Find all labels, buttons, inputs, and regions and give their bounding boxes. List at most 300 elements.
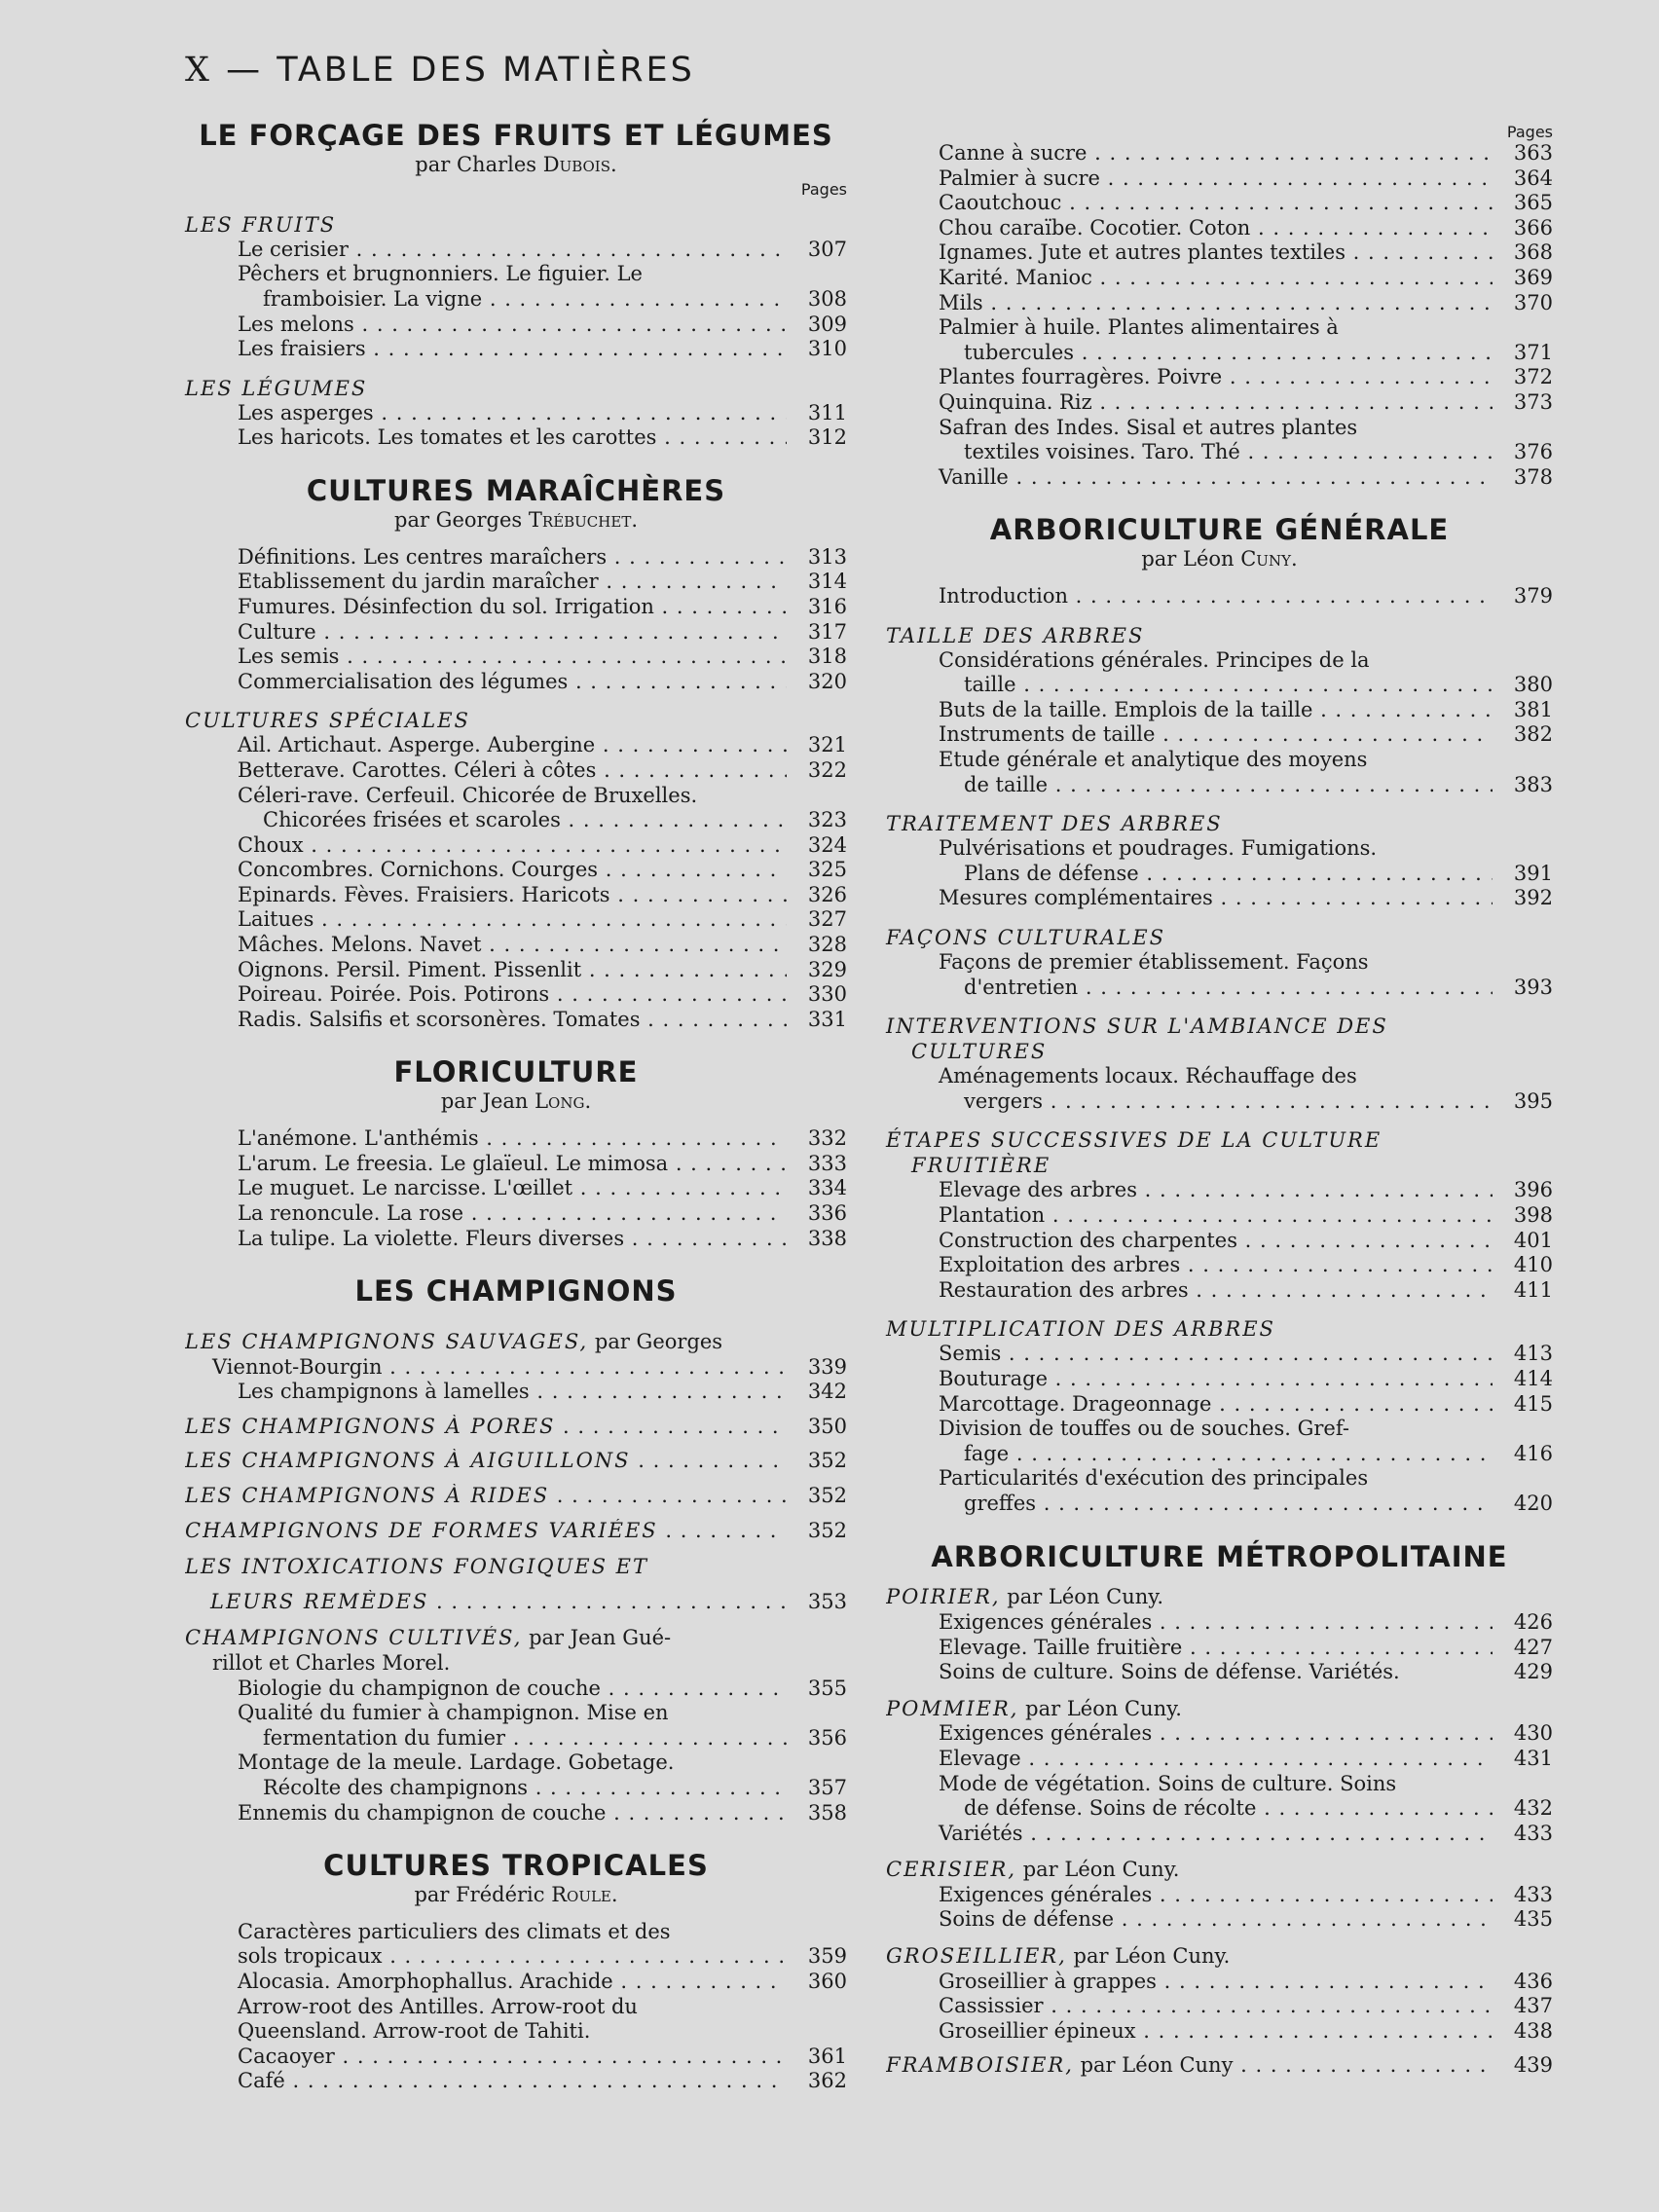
entry-text: de défense. Soins de récolte . . .	[886, 1796, 1493, 1822]
page-number: 373	[1513, 389, 1553, 414]
entry-text: L'anémone. L'anthémis . . .	[185, 1126, 787, 1152]
entry-text: Arrow-root des Antilles. Arrow-root du	[238, 1994, 638, 2018]
page-number: 396	[1513, 1178, 1553, 1202]
entry-text: Karité. Manioc . . .	[886, 266, 1493, 291]
entry-text	[185, 1626, 787, 1651]
toc-entry	[185, 337, 847, 362]
toc-entry	[185, 1380, 847, 1405]
entry-text: Elevage. Taille fruitière . . .	[886, 1636, 1493, 1661]
toc-entry	[886, 673, 1553, 698]
toc-entry	[886, 166, 1553, 192]
page-number: 378	[1513, 464, 1553, 489]
toc-entry	[185, 595, 847, 620]
page-number: 379	[1513, 584, 1553, 608]
entry-text: Elevage . . .	[886, 1747, 1493, 1772]
entry-author: par Léon Cuny	[1073, 2053, 1234, 2078]
page-number: 352	[807, 1449, 847, 1473]
entry-text: greffes . . .	[886, 1492, 1493, 1517]
page-number: 395	[1513, 1088, 1553, 1113]
author-name: Long.	[535, 1089, 592, 1114]
page-number: 328	[807, 933, 847, 957]
toc-entry	[886, 584, 1553, 609]
entry-text: Instruments de taille . . .	[886, 722, 1493, 748]
entry-text: de taille . . .	[886, 773, 1493, 798]
page-number: 321	[807, 733, 847, 757]
subsection-heading: LES CHAMPIGNONS SAUVAGES,	[185, 1330, 589, 1353]
toc-entry	[185, 2045, 847, 2070]
toc-entry	[185, 670, 847, 695]
page-number: 381	[1513, 697, 1553, 721]
toc-entry	[886, 1089, 1553, 1115]
subsection-heading: CERISIER,	[886, 1858, 1017, 1882]
entry-text: fermentation du fumier . . .	[185, 1726, 787, 1751]
toc-entry	[886, 315, 1553, 341]
page-number: 355	[807, 1676, 847, 1700]
entry-text: Cassissier . . .	[886, 1994, 1493, 2019]
entry-author: par Georges	[588, 1330, 723, 1353]
entry-text: Ail. Artichaut. Asperge. Aubergine . . .	[185, 733, 787, 758]
page-number: 392	[1513, 886, 1553, 910]
entry-text: Exigences générales . . .	[886, 1610, 1493, 1636]
entry-text: Mesures complémentaires . . .	[886, 886, 1493, 911]
section-author: par Charles Dubois.	[415, 152, 617, 176]
entry-author: par Léon Cuny.	[1000, 1585, 1164, 1609]
page-number: 310	[807, 337, 847, 361]
entry-text: Café . . .	[185, 2069, 787, 2094]
subsection-heading: TAILLE DES ARBRES	[886, 623, 1145, 647]
page-number: 326	[807, 882, 847, 906]
header-dash: —	[226, 51, 264, 90]
entry-text	[886, 1697, 1493, 1722]
entry-text: Façons de premier établissement. Façons	[939, 950, 1369, 975]
toc-entry	[886, 1203, 1553, 1229]
toc-entry	[185, 958, 847, 983]
subsection-heading: INTERVENTIONS SUR L'AMBIANCE DES	[886, 1014, 1388, 1039]
entry-text: Ignames. Jute et autres plantes textiles . . .	[886, 240, 1493, 266]
entry-text	[185, 1519, 787, 1544]
section-title: CULTURES TROPICALES	[323, 1849, 709, 1883]
entry-author: par Léon Cuny.	[1018, 1696, 1182, 1720]
toc-entry	[886, 1610, 1553, 1636]
entry-text: Plantes fourragères. Poivre . . .	[886, 365, 1493, 390]
toc-entry	[886, 416, 1553, 441]
subsection-heading: FAÇONS CULTURALES	[886, 926, 1165, 950]
entry-text: Etablissement du jardin maraîcher . . .	[185, 570, 787, 595]
entry-text: Palmier à sucre . . .	[886, 166, 1493, 192]
entry-text: Groseillier à grappes . . .	[886, 1970, 1493, 1995]
page-number: 435	[1513, 1907, 1553, 1932]
page-number: 437	[1513, 1994, 1553, 2018]
entry-text: Quinquina. Riz . . .	[886, 390, 1493, 416]
header-title: TABLE DES MATIÈRES	[276, 51, 695, 90]
page-number: 309	[807, 312, 847, 336]
entry-text: taille . . .	[886, 673, 1493, 698]
toc-entry	[886, 141, 1553, 166]
page-number: 426	[1513, 1609, 1553, 1634]
toc-entry	[185, 1751, 847, 1776]
page-number: 410	[1513, 1253, 1553, 1277]
toc-entry	[185, 1176, 847, 1201]
page-number: 332	[807, 1126, 847, 1151]
toc-entry	[886, 1492, 1553, 1517]
toc-entry	[886, 976, 1553, 1001]
subsection-heading: LES CHAMPIGNONS À PORES	[185, 1414, 556, 1438]
entry-text: Considérations générales. Principes de la	[939, 647, 1370, 672]
page-number: 371	[1513, 340, 1553, 364]
page-number: 350	[807, 1414, 847, 1438]
subsection-heading: MULTIPLICATION DES ARBRES	[886, 1317, 1275, 1342]
page-number: 366	[1513, 215, 1553, 240]
author-name: Roule.	[551, 1882, 618, 1906]
page-number: 352	[807, 1518, 847, 1542]
page-number: 433	[1513, 1821, 1553, 1845]
entry-author: par Léon Cuny.	[1066, 1944, 1231, 1969]
toc-entry	[185, 262, 847, 287]
page-number: 401	[1513, 1228, 1553, 1252]
entry-text: Variétés . . .	[886, 1822, 1493, 1847]
toc-entry	[185, 758, 847, 784]
toc-entry	[886, 191, 1553, 216]
entry-text: Le cerisier . . .	[185, 238, 787, 263]
page-number: 436	[1513, 1969, 1553, 1993]
page-number: 338	[807, 1226, 847, 1250]
toc-entry	[185, 401, 847, 426]
page-number: 415	[1513, 1391, 1553, 1416]
entry-text: Safran des Indes. Sisal et autres plantes	[939, 415, 1358, 439]
toc-entry	[185, 313, 847, 338]
page-number: 307	[807, 237, 847, 261]
entry-text: Chicorées frisées et scaroles . . .	[185, 808, 787, 833]
toc-entry	[185, 858, 847, 883]
toc-entry	[185, 733, 847, 758]
toc-entry	[886, 291, 1553, 316]
toc-entry	[886, 240, 1553, 266]
subsection-heading: FRUITIÈRE	[911, 1154, 1051, 1178]
toc-entry	[886, 1442, 1553, 1467]
entry-text: Soins de défense . . .	[886, 1907, 1493, 1933]
section-title: ARBORICULTURE MÉTROPOLITAINE	[931, 1539, 1508, 1573]
entry-text	[886, 2053, 1493, 2079]
toc-entry	[886, 2053, 1553, 2079]
page-number: 353	[807, 1589, 847, 1613]
toc-entry	[886, 1907, 1553, 1933]
toc-entry	[886, 748, 1553, 773]
toc-entry	[886, 365, 1553, 390]
entry-text: vergers . . .	[886, 1089, 1493, 1115]
entry-text: Queensland. Arrow-root de Tahiti.	[238, 2019, 591, 2044]
toc-entry	[185, 1970, 847, 1995]
entry-text: Exigences générales . . .	[886, 1721, 1493, 1747]
section-author: par Georges Trébuchet.	[394, 507, 638, 532]
page-number: 382	[1513, 722, 1553, 747]
page-number: 339	[807, 1354, 847, 1379]
pages-label: Pages	[800, 179, 847, 199]
page-number: 438	[1513, 2018, 1553, 2043]
toc-entry	[185, 982, 847, 1008]
page-number: 322	[807, 757, 847, 782]
entry-text: Oignons. Persil. Piment. Pissenlit . . .	[185, 958, 787, 983]
toc-entry	[185, 1415, 847, 1440]
entry-text: Semis . . .	[886, 1342, 1493, 1367]
toc-entry	[185, 907, 847, 933]
entry-text: Les fraisiers . . .	[185, 337, 787, 362]
page-number: 314	[807, 570, 847, 594]
subsection-heading: CHAMPIGNONS CULTIVÉS,	[185, 1626, 523, 1650]
section-author: par Frédéric Roule.	[414, 1882, 618, 1906]
page-number: 380	[1513, 673, 1553, 697]
entry-text: Etude générale et analytique des moyens	[939, 748, 1368, 772]
toc-entry	[886, 862, 1553, 887]
subsection-heading: POIRIER,	[886, 1585, 1001, 1609]
toc-entry	[886, 1970, 1553, 1995]
toc-entry	[886, 2019, 1553, 2045]
entry-text: tubercules . . .	[886, 341, 1493, 366]
toc-entry	[185, 545, 847, 571]
subsection-heading: CULTURES SPÉCIALES	[185, 709, 470, 733]
toc-entry	[886, 1883, 1553, 1908]
toc-entry	[185, 2069, 847, 2094]
entry-text: Canne à sucre . . .	[886, 141, 1493, 166]
entry-text: Betterave. Carottes. Céleri à côtes . . .	[185, 758, 787, 784]
section-title: FLORICULTURE	[393, 1055, 639, 1089]
toc-entry	[886, 1636, 1553, 1661]
page-number: 333	[807, 1151, 847, 1175]
entry-text: Pêchers et brugnonniers. Le figuier. Le	[238, 262, 643, 286]
toc-entry	[886, 1858, 1553, 1883]
entry-text: Mode de végétation. Soins de culture. Soins	[939, 1771, 1397, 1795]
entry-text: Ennemis du champignon de couche . . .	[185, 1801, 787, 1826]
toc-entry	[185, 1677, 847, 1702]
toc-entry	[886, 1278, 1553, 1304]
toc-entry	[886, 1944, 1553, 1970]
toc-entry	[185, 933, 847, 958]
page-number: 393	[1513, 975, 1553, 999]
entry-text: L'arum. Le freesia. Le glaïeul. Le mimosa . . .	[185, 1152, 787, 1177]
page-number: 431	[1513, 1746, 1553, 1770]
page-number: 361	[807, 2044, 847, 2068]
toc-entry	[185, 1726, 847, 1751]
entry-text: Qualité du fumier à champignon. Mise en	[238, 1701, 669, 1725]
subsection-heading: LES LÉGUMES	[185, 376, 368, 400]
toc-entry	[185, 1227, 847, 1252]
entry-text: Fumures. Désinfection du sol. Irrigation . . .	[185, 595, 787, 620]
page-number: 336	[807, 1201, 847, 1226]
toc-entry	[886, 1064, 1553, 1089]
page-number: 368	[1513, 240, 1553, 265]
page-header	[185, 51, 695, 90]
entry-text	[185, 1330, 787, 1355]
page-number: 358	[807, 1800, 847, 1825]
page-number: 432	[1513, 1796, 1553, 1821]
toc-entry	[886, 1747, 1553, 1772]
page-number: 313	[807, 544, 847, 569]
page-number: 342	[807, 1380, 847, 1404]
entry-text: La renoncule. La rose . . .	[185, 1201, 787, 1227]
subsection-heading: LES CHAMPIGNONS À RIDES	[185, 1483, 550, 1507]
page-number: 311	[807, 400, 847, 424]
subsection-heading: LES INTOXICATIONS FONGIQUES ET	[185, 1555, 649, 1579]
page-number: 320	[807, 669, 847, 693]
toc-entry	[185, 1701, 847, 1726]
entry-text: Particularités d'exécution des principales	[939, 1466, 1369, 1491]
page-number: 420	[1513, 1491, 1553, 1515]
page-number: 364	[1513, 166, 1553, 190]
page-number: 327	[807, 907, 847, 932]
toc-entry	[886, 390, 1553, 416]
entry-text: La tulipe. La violette. Fleurs diverses . . .	[185, 1227, 787, 1252]
subsection-heading: LES CHAMPIGNONS À AIGUILLONS	[185, 1449, 631, 1473]
spacer	[886, 574, 1553, 584]
toc-entry	[886, 950, 1553, 976]
page-number: 433	[1513, 1882, 1553, 1906]
toc-entry	[886, 1367, 1553, 1392]
entry-text	[185, 1590, 787, 1615]
entry-text: Céleri-rave. Cerfeuil. Chicorée de Bruxelles.	[238, 783, 698, 807]
toc-entry	[185, 833, 847, 859]
page-number: 318	[807, 645, 847, 669]
entry-text: Laitues . . .	[185, 907, 787, 933]
page-number: 370	[1513, 290, 1553, 314]
section-title: CULTURES MARAÎCHÈRES	[306, 473, 726, 507]
page-number: 391	[1513, 861, 1553, 885]
page-number: 365	[1513, 191, 1553, 215]
toc-entry	[886, 1392, 1553, 1418]
entry-text: Plantation . . .	[886, 1203, 1493, 1229]
page-number: 357	[807, 1775, 847, 1799]
left-column	[185, 115, 847, 2094]
entry-text: Construction des charpentes . . .	[886, 1229, 1493, 1254]
entry-author: par Léon Cuny.	[1016, 1858, 1180, 1882]
toc-entry	[185, 570, 847, 595]
entry-text: Caoutchouc . . .	[886, 191, 1493, 216]
toc-entry	[886, 1342, 1553, 1367]
entry-text: Restauration des arbres . . .	[886, 1278, 1493, 1304]
author-name: Dubois.	[542, 152, 617, 176]
entry-text: Les asperges . . .	[185, 401, 787, 426]
entry-text: sols tropicaux . . .	[185, 1944, 787, 1970]
pages-label: Pages	[1506, 123, 1553, 141]
entry-text: framboisier. La vigne . . .	[185, 287, 787, 313]
entry-text: Exigences générales . . .	[886, 1883, 1493, 1908]
toc-entry	[886, 698, 1553, 723]
subsection-heading: GROSEILLIER,	[886, 1944, 1067, 1969]
entry-text: d'entretien . . .	[886, 976, 1493, 1001]
entry-text	[185, 1449, 787, 1474]
entry-text: Le muguet. Le narcisse. L'œillet . . .	[185, 1176, 787, 1201]
toc-entry	[185, 2019, 847, 2045]
toc-entry	[185, 1484, 847, 1509]
toc-entry	[185, 1152, 847, 1177]
section-author: par Jean Long.	[440, 1089, 592, 1114]
toc-entry	[185, 1201, 847, 1227]
page-number: 376	[1513, 440, 1553, 464]
toc-entry	[185, 1995, 847, 2020]
entry-text: Les champignons à lamelles . . .	[185, 1380, 787, 1405]
toc-entry	[185, 784, 847, 809]
toc-entry	[886, 836, 1553, 862]
page-number: 372	[1513, 365, 1553, 389]
entry-text: fage . . .	[886, 1442, 1493, 1467]
page-number: 317	[807, 619, 847, 644]
toc-entry	[185, 1590, 847, 1615]
entry-text: Introduction . . .	[886, 584, 1493, 609]
section-title: ARBORICULTURE GÉNÉRALE	[989, 513, 1450, 547]
page-number: 329	[807, 957, 847, 981]
entry-text: Palmier à huile. Plantes alimentaires à	[939, 315, 1339, 340]
entry-text	[185, 1415, 787, 1440]
page-number: 360	[807, 1970, 847, 1994]
entry-text: Définitions. Les centres maraîchers . . .	[185, 545, 787, 571]
entry-text: Marcottage. Drageonnage . . .	[886, 1392, 1493, 1418]
entry-text: Choux . . .	[185, 833, 787, 859]
entry-text: Caractères particuliers des climats et des	[238, 1919, 671, 1943]
entry-text: Soins de culture. Soins de défense. Variétés.	[939, 1660, 1400, 1684]
section-title: LES CHAMPIGNONS	[354, 1274, 678, 1309]
page-number: 330	[807, 982, 847, 1007]
entry-text: Vanille . . .	[886, 465, 1493, 491]
toc-entry	[886, 341, 1553, 366]
page-number: 414	[1513, 1366, 1553, 1390]
entry-text	[185, 1555, 787, 1580]
entry-text	[886, 1858, 1493, 1883]
page-number: 430	[1513, 1721, 1553, 1746]
toc-entry	[886, 1721, 1553, 1747]
toc-entry	[886, 465, 1553, 491]
page-number: 413	[1513, 1342, 1553, 1366]
entry-text: Buts de la taille. Emplois de la taille . . .	[886, 698, 1493, 723]
page-number: 352	[807, 1483, 847, 1507]
entry-text: Culture . . .	[185, 620, 787, 645]
entry-text: Pulvérisations et poudrages. Fumigations.	[939, 836, 1378, 861]
toc-entry	[886, 1178, 1553, 1203]
entry-text: Alocasia. Amorphophallus. Arachide . . .	[185, 1970, 787, 1995]
toc-entry	[185, 1776, 847, 1801]
page-number: 383	[1513, 772, 1553, 796]
toc-entry	[886, 1994, 1553, 2019]
toc-entry	[185, 1920, 847, 1945]
entry-text: Cacaoyer . . .	[185, 2045, 787, 2070]
toc-entry	[886, 266, 1553, 291]
toc-entry	[185, 1944, 847, 1970]
entry-text: Plans de défense . . .	[886, 862, 1493, 887]
page-number: 416	[1513, 1441, 1553, 1465]
page-number: 363	[1513, 141, 1553, 165]
entry-text: Biologie du champignon de couche . . .	[185, 1677, 787, 1702]
page-number: 439	[1513, 2053, 1553, 2078]
page-number: 331	[807, 1007, 847, 1031]
toc-entry	[185, 1801, 847, 1826]
page-number: 398	[1513, 1203, 1553, 1228]
toc-entry	[886, 1466, 1553, 1492]
section-title: LE FORÇAGE DES FRUITS ET LÉGUMES	[199, 119, 833, 152]
toc-entry	[185, 1126, 847, 1152]
entry-text: textiles voisines. Taro. Thé . . .	[886, 440, 1493, 465]
entry-text: Les melons . . .	[185, 313, 787, 338]
toc-entry	[886, 722, 1553, 748]
toc-entry	[185, 1449, 847, 1474]
entry-text: Radis. Salsifis et scorsonères. Tomates . . .	[185, 1008, 787, 1033]
header-roman: X	[185, 51, 212, 90]
entry-text: Montage de la meule. Lardage. Gobetage.	[238, 1751, 675, 1775]
entry-text: Poireau. Poirée. Pois. Potirons . . .	[185, 982, 787, 1008]
toc-entry	[185, 1330, 847, 1355]
toc-entry	[185, 238, 847, 263]
page-number: 359	[807, 1944, 847, 1969]
entry-text: Groseillier épineux . . .	[886, 2019, 1493, 2045]
toc-entry	[886, 1796, 1553, 1822]
toc-entry	[886, 216, 1553, 241]
toc-entry	[185, 1008, 847, 1033]
